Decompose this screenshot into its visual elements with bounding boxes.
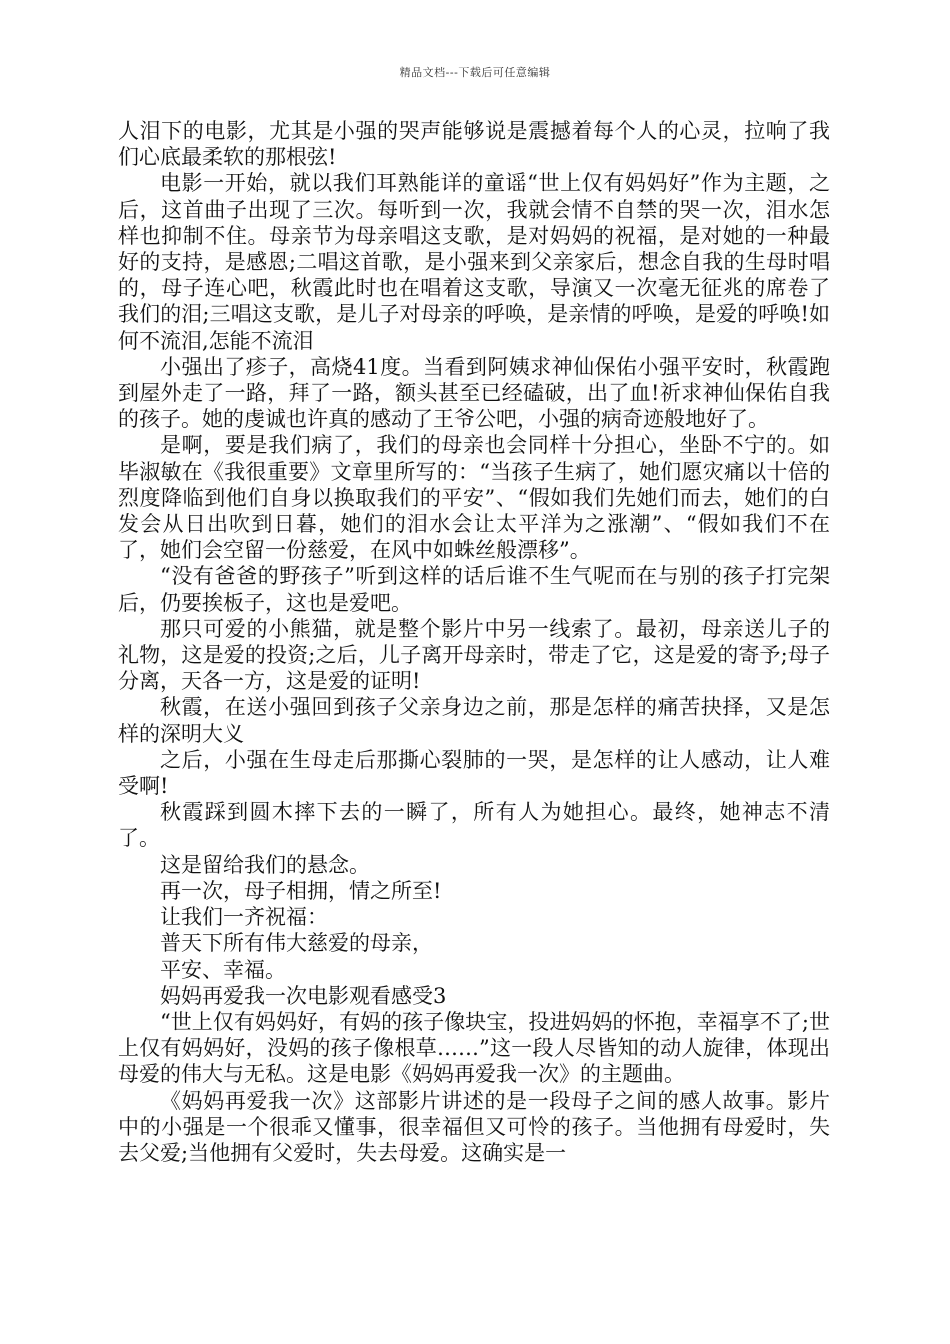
paragraph: 小强出了疹子，高烧41度。当看到阿姨求神仙保佑小强平安时，秋霞跑到屋外走了一路，拜了一路，额头甚至已经磕破，出了血!祈求神仙保佑自我的孩子。她的虔诚也许真的感动了王爷公吧，小强的病奇迹般地好了。 <box>118 354 830 432</box>
paragraph: 《妈妈再爱我一次》这部影片讲述的是一段母子之间的感人故事。影片中的小强是一个很乖又懂事，很幸福但又可怜的孩子。当他拥有母爱时，失去父爱;当他拥有父爱时，失去母爱。这确实是一 <box>118 1088 830 1165</box>
page-header: 精品文档---下载后可任意编辑 <box>399 66 551 79</box>
paragraph: 再一次，母子相拥，情之所至! <box>160 878 442 903</box>
paragraph: 这是留给我们的悬念。 <box>160 852 370 877</box>
paragraph: 秋霞踩到圆木摔下去的一瞬了，所有人为她担心。最终，她神志不清了。 <box>118 800 830 851</box>
paragraph: 是啊，要是我们病了，我们的母亲也会同样十分担心，坐卧不宁的。如毕淑敏在《我很重要》文章里所写的：“当孩子生病了，她们愿灾痛以十倍的烈度降临到他们自身以换取我们的平安”、“假如我们先她们而去，她们的白发会从日出吹到日暮，她们的泪水会让太平洋为之涨潮”、“假如我们不在了，她们会空留一份慈爱，在风中如蛛丝般漂移”。 <box>118 433 830 563</box>
paragraph: 人泪下的电影，尤其是小强的哭声能够说是震撼着每个人的心灵，拉响了我们心底最柔软的那根弦! <box>118 119 830 170</box>
document-body <box>118 118 830 1166</box>
paragraph: 那只可爱的小熊猫，就是整个影片中另一线索了。最初，母亲送儿子的礼物，这是爱的投资;之后，儿子离开母亲时，带走了它，这是爱的寄予;母子分离，天各一方，这是爱的证明! <box>118 616 830 694</box>
paragraph: 电影一开始，就以我们耳熟能详的童谣“世上仅有妈妈好”作为主题，之后，这首曲子出现了三次。每听到一次，我就会情不自禁的哭一次，泪水怎样也抑制不住。母亲节为母亲唱这支歌，是对妈妈的祝福，是对她的一种最好的支持，是感恩;二唱这首歌，是小强来到父亲家后，想念自我的生母时唱的，母子连心吧，秋霞此时也在唱着这支歌，导演又一次毫无征兆的席卷了我们的泪;三唱这支歌，是儿子对母亲的呼唤，是亲情的呼唤，是爱的呼唤!如何不流泪,怎能不流泪 <box>118 171 830 353</box>
paragraph: “世上仅有妈妈好，有妈的孩子像块宝，投进妈妈的怀抱，幸福享不了;世上仅有妈妈好，没妈的孩子像根草……”这一段人尽皆知的动人旋律，体现出母爱的伟大与无私。这是电影《妈妈再爱我一次》的主题曲。 <box>118 1009 830 1087</box>
paragraph: 平安、幸福。 <box>160 957 286 982</box>
paragraph: “没有爸爸的野孩子”听到这样的话后谁不生气呢而在与别的孩子打完架后，仍要挨板子，这也是爱吧。 <box>118 564 830 615</box>
section-heading: 妈妈再爱我一次电影观看感受3 <box>160 983 447 1008</box>
paragraph: 普天下所有伟大慈爱的母亲， <box>160 931 433 956</box>
paragraph: 之后，小强在生母走后那撕心裂肺的一哭，是怎样的让人感动，让人难受啊! <box>118 747 830 799</box>
paragraph: 秋霞，在送小强回到孩子父亲身边之前，那是怎样的痛苦抉择，又是怎样的深明大义 <box>118 695 830 746</box>
paragraph: 让我们一齐祝福： <box>160 905 328 930</box>
